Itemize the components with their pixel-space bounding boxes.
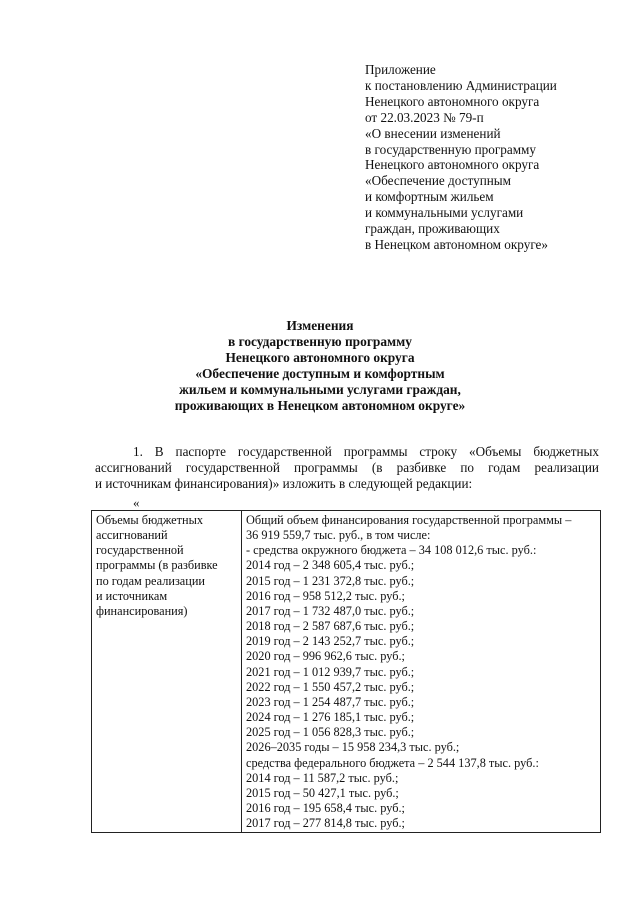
appendix-header — [365, 62, 625, 253]
paragraph-line: ассигнований государственной программы (в разбивке по годам реализации — [95, 460, 599, 475]
funding-amounts-cell — [242, 511, 601, 833]
label-line: ассигнований — [96, 528, 168, 543]
title-line: жильем и коммунальными услугами граждан, — [179, 382, 461, 398]
paragraph-1 — [95, 444, 599, 492]
appendix-line: в государственную программу — [365, 141, 536, 157]
amount-line: 2015 год – 1 231 372,8 тыс. руб.; — [246, 573, 415, 588]
appendix-line: граждан, проживающих — [365, 221, 500, 237]
amount-line: 2015 год – 50 427,1 тыс. руб.; — [246, 785, 399, 800]
amount-line: 2022 год – 1 550 457,2 тыс. руб.; — [246, 679, 415, 694]
amount-line: 2014 год – 11 587,2 тыс. руб.; — [246, 770, 399, 785]
amount-line: 2026–2035 годы – 15 958 234,3 тыс. руб.; — [246, 740, 460, 755]
appendix-line: и коммунальными услугами — [365, 205, 524, 221]
amount-line: 2018 год – 2 587 687,6 тыс. руб.; — [246, 619, 415, 634]
amount-line: 2017 год – 1 732 487,0 тыс. руб.; — [246, 603, 415, 618]
label-line: программы (в разбивке — [96, 558, 218, 573]
label-line: государственной — [96, 543, 184, 558]
appendix-line: от 22.03.2023 № 79-п — [365, 109, 484, 125]
amount-line: 2017 год – 277 814,8 тыс. руб.; — [246, 816, 405, 831]
appendix-line: Приложение — [365, 62, 436, 77]
title-line: в государственную программу — [228, 334, 412, 350]
table-row — [92, 511, 601, 833]
amount-line: 2020 год – 996 962,6 тыс. руб.; — [246, 649, 405, 664]
appendix-line: в Ненецком автономном округе» — [365, 236, 549, 252]
amount-line: 2016 год – 195 658,4 тыс. руб.; — [246, 800, 405, 815]
title-line: «Обеспечение доступным и комфортным — [195, 366, 445, 382]
amount-line: 2014 год – 2 348 605,4 тыс. руб.; — [246, 558, 415, 573]
amount-line: 36 919 559,7 тыс. руб., в том числе: — [246, 528, 431, 543]
amount-line: 2019 год – 2 143 252,7 тыс. руб.; — [246, 634, 415, 649]
funding-label-cell — [92, 511, 242, 833]
appendix-line: Ненецкого автономного округа — [365, 93, 540, 109]
amount-line: 2023 год – 1 254 487,7 тыс. руб.; — [246, 694, 415, 709]
label-line: и источникам — [96, 588, 168, 603]
label-line: Объемы бюджетных — [96, 513, 203, 527]
amount-line: средства федерального бюджета – 2 544 137,8 тыс. руб.: — [246, 755, 539, 770]
appendix-line: к постановлению Администрации — [365, 77, 557, 93]
paragraph-line: и источникам финансирования)» изложить в следующей редакции: — [95, 476, 473, 491]
appendix-line: и комфортным жильем — [365, 189, 494, 205]
amount-line: 2024 год – 1 276 185,1 тыс. руб.; — [246, 710, 415, 725]
opening-quote-mark: « — [133, 495, 140, 510]
label-line: по годам реализации — [96, 573, 206, 588]
title-line: проживающих в Ненецком автономном округе» — [174, 398, 466, 414]
appendix-line: «О внесении изменений — [365, 125, 501, 141]
amount-line: 2016 год – 958 512,2 тыс. руб.; — [246, 588, 405, 603]
label-line: финансирования) — [96, 603, 188, 618]
paragraph-line: 1. В паспорте государственной программы строку «Объемы бюджетных — [133, 444, 599, 459]
document-title — [80, 318, 560, 415]
amount-line: 2025 год – 1 056 828,3 тыс. руб.; — [246, 725, 415, 740]
funding-table — [91, 510, 601, 833]
amount-line: Общий объем финансирования государственной программы – — [246, 513, 572, 527]
appendix-line: «Обеспечение доступным — [365, 173, 512, 189]
title-line: Ненецкого автономного округа — [225, 350, 415, 366]
title-line: Изменения — [286, 318, 354, 333]
amount-line: - средства окружного бюджета – 34 108 012,6 тыс. руб.: — [246, 543, 537, 558]
amount-line: 2021 год – 1 012 939,7 тыс. руб.; — [246, 664, 415, 679]
appendix-line: Ненецкого автономного округа — [365, 157, 540, 173]
